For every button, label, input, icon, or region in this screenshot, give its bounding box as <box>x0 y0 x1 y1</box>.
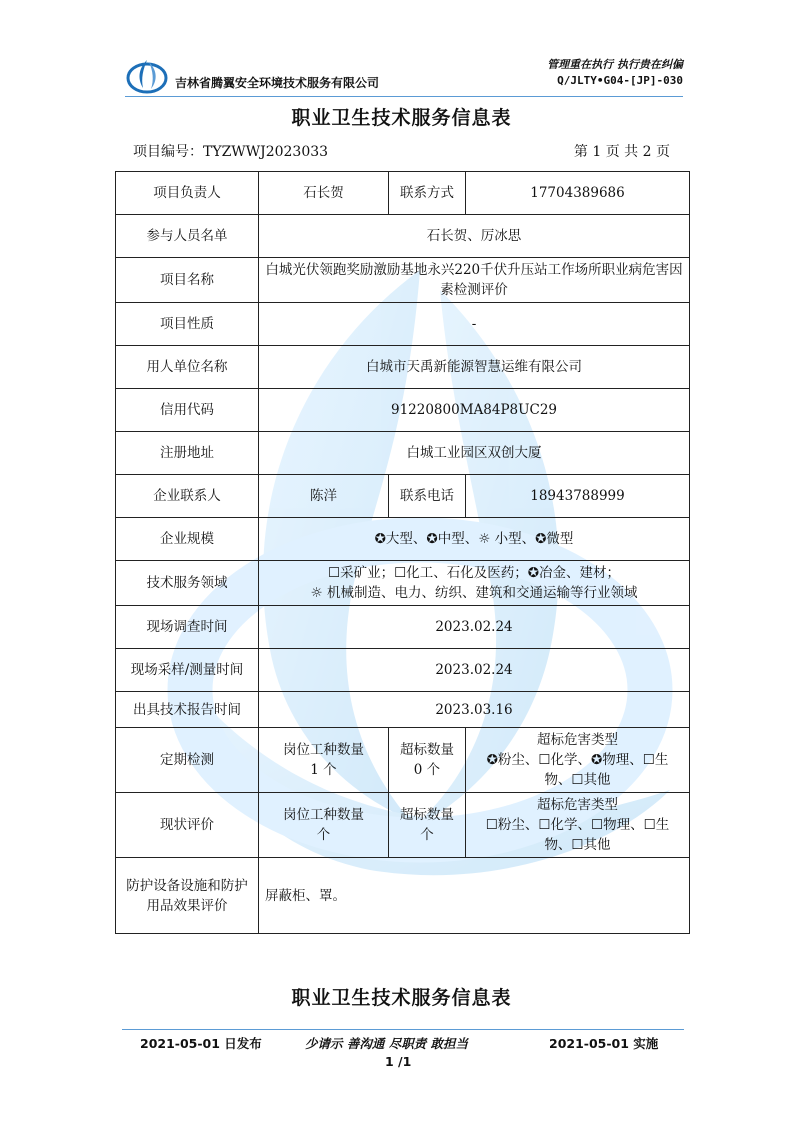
project-number: 项目编号：TYZWWJ2023033 <box>133 144 329 160</box>
survey-time-label: 现场调查时间 <box>116 606 259 649</box>
periodic-posts <box>259 728 389 793</box>
address-value: 白城工业园区双创大厦 <box>259 432 690 475</box>
sampling-time-value: 2023.02.24 <box>259 649 690 692</box>
table-row <box>116 432 690 475</box>
table-row <box>116 692 690 728</box>
header-divider <box>125 96 683 97</box>
employer-label: 用人单位名称 <box>116 346 259 389</box>
publish-date: 2021-05-01 日发布 <box>140 1036 262 1051</box>
company-name: 吉林省腾翼安全环境技术服务有限公司 <box>175 76 380 90</box>
page-info: 第 1 页 共 2 页 <box>573 144 670 160</box>
status-posts <box>259 793 389 858</box>
page-header <box>125 50 683 98</box>
project-nature-value: - <box>259 303 690 346</box>
table-row <box>116 606 690 649</box>
status-posts-label: 岗位工种数量 <box>283 807 364 823</box>
project-nature-label: 项目性质 <box>116 303 259 346</box>
table-row <box>116 793 690 858</box>
status-exceed <box>389 793 466 858</box>
periodic-hazard <box>466 728 690 793</box>
company-logo <box>125 56 169 96</box>
status-hazard-line-2: 物、☐其他 <box>544 837 611 853</box>
contact-label: 联系方式 <box>389 172 466 215</box>
table-row <box>116 649 690 692</box>
implement-date: 2021-05-01 实施 <box>549 1036 659 1051</box>
project-leader-value: 石长贺 <box>259 172 389 215</box>
periodic-hazard-title: 超标危害类型 <box>537 732 618 748</box>
periodic-exceed-label: 超标数量 <box>400 742 454 758</box>
phone-value: 18943788999 <box>466 475 690 518</box>
credit-code-value: 91220800MA84P8UC29 <box>259 389 690 432</box>
document-number: Q/JLTY•G04-[JP]-030 <box>557 74 683 87</box>
contact-value: 17704389686 <box>466 172 690 215</box>
table-row <box>116 303 690 346</box>
footer-page-number: 1 /1 <box>385 1054 412 1069</box>
header-slogan: 管理重在执行 执行贵在纠偏 <box>547 58 683 71</box>
scale-label: 企业规模 <box>116 518 259 561</box>
service-info-table <box>115 171 690 934</box>
table-row <box>116 475 690 518</box>
participants-value: 石长贺、厉冰思 <box>259 215 690 258</box>
protection-value: 屏蔽柜、罩。 <box>259 858 690 934</box>
project-leader-label: 项目负责人 <box>116 172 259 215</box>
table-row <box>116 389 690 432</box>
periodic-exceed-value: 0 个 <box>413 762 441 778</box>
protection-label-line-1: 防护设备设施和防护 <box>126 877 248 894</box>
page-title: 职业卫生技术服务信息表 <box>291 107 512 129</box>
participants-label: 参与人员名单 <box>116 215 259 258</box>
protection-label <box>116 858 259 934</box>
table-row <box>116 215 690 258</box>
table-row <box>116 561 690 606</box>
domain-label: 技术服务领域 <box>116 561 259 606</box>
table-row <box>116 858 690 934</box>
footer-divider <box>122 1029 684 1030</box>
report-time-label: 出具技术报告时间 <box>116 692 259 728</box>
status-hazard-line-1: ☐粉尘、☐化学、☐物理、☐生 <box>485 817 670 833</box>
periodic-posts-value: 1 个 <box>310 762 337 778</box>
status-hazard <box>466 793 690 858</box>
credit-code-label: 信用代码 <box>116 389 259 432</box>
footer-motto: 少请示 善沟通 尽职责 敢担当 <box>305 1036 469 1051</box>
status-exceed-value: 个 <box>420 827 434 843</box>
periodic-hazard-line-2: 物、☐其他 <box>544 772 611 788</box>
enterprise-contact-value: 陈洋 <box>259 475 389 518</box>
status-posts-value: 个 <box>316 827 331 843</box>
repeated-title: 职业卫生技术服务信息表 <box>291 987 512 1009</box>
domain-value <box>259 561 690 606</box>
table-row <box>116 518 690 561</box>
phone-label: 联系电话 <box>389 475 466 518</box>
sampling-time-label: 现场采样/测量时间 <box>116 649 259 692</box>
report-time-value: 2023.03.16 <box>259 692 690 728</box>
status-exceed-label: 超标数量 <box>400 807 454 823</box>
employer-value: 白城市天禹新能源智慧运维有限公司 <box>259 346 690 389</box>
scale-value: ✪大型、✪中型、☼ 小型、✪微型 <box>259 518 690 561</box>
status-hazard-title: 超标危害类型 <box>537 797 618 813</box>
periodic-label: 定期检测 <box>116 728 259 793</box>
address-label: 注册地址 <box>116 432 259 475</box>
project-name-value: 白城光伏领跑奖励激励基地永兴220千伏升压站工作场所职业病危害因素检测评价 <box>259 258 690 303</box>
protection-label-line-2: 用品效果评价 <box>146 897 228 914</box>
table-row <box>116 258 690 303</box>
domain-line-2: ☼ 机械制造、电力、纺织、建筑和交通运输等行业领域 <box>310 585 638 601</box>
periodic-posts-label: 岗位工种数量 <box>283 742 364 758</box>
periodic-hazard-line-1: ✪粉尘、☐化学、✪物理、☐生 <box>486 752 669 768</box>
periodic-exceed <box>389 728 466 793</box>
table-row <box>116 346 690 389</box>
table-row <box>116 172 690 215</box>
table-row <box>116 728 690 793</box>
survey-time-value: 2023.02.24 <box>259 606 690 649</box>
project-name-label: 项目名称 <box>116 258 259 303</box>
domain-line-1: ☐采矿业；☐化工、石化及医药；✪冶金、建材； <box>327 565 621 581</box>
enterprise-contact-label: 企业联系人 <box>116 475 259 518</box>
status-label: 现状评价 <box>116 793 259 858</box>
